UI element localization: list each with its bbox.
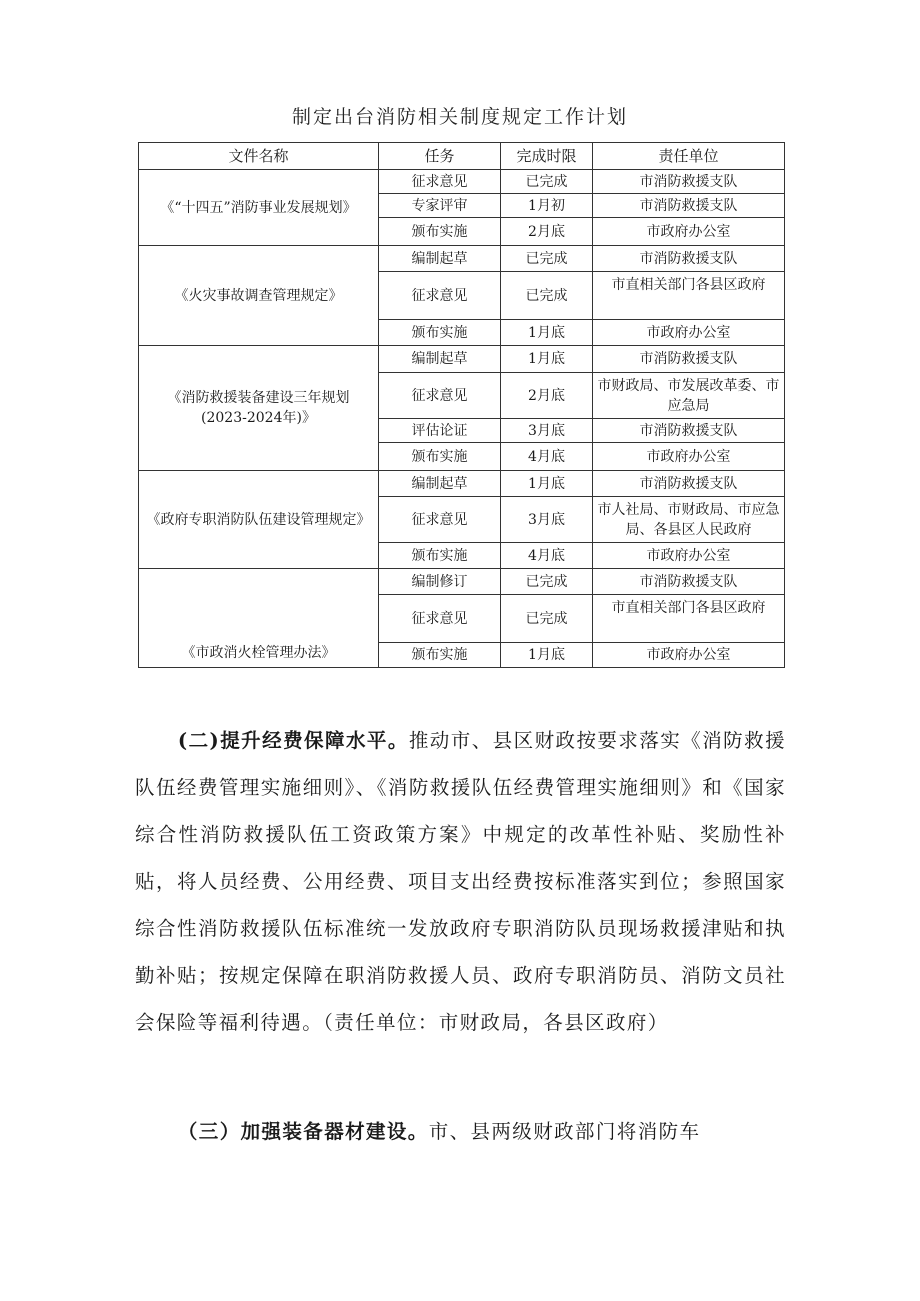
- unit-cell: 市消防救援支队: [593, 170, 785, 194]
- table-row: [139, 170, 785, 194]
- unit-cell: 市消防救援支队: [593, 419, 785, 443]
- unit-cell: 市政府办公室: [593, 320, 785, 346]
- task-cell: 征求意见: [379, 373, 501, 419]
- header-deadline: 完成时限: [501, 143, 593, 170]
- unit-cell: 市政府办公室: [593, 443, 785, 471]
- section-2-paragraph: [135, 717, 786, 1046]
- task-cell: 征求意见: [379, 497, 501, 543]
- section-3-paragraph: [135, 1108, 786, 1155]
- deadline-cell: 1月底: [501, 471, 593, 497]
- task-cell: 颁布实施: [379, 543, 501, 569]
- unit-cell: 市直相关部门各县区政府: [593, 272, 785, 320]
- deadline-cell: 3月底: [501, 419, 593, 443]
- deadline-cell: 2月底: [501, 373, 593, 419]
- task-cell: 评估论证: [379, 419, 501, 443]
- task-cell: 颁布实施: [379, 218, 501, 246]
- deadline-cell: 已完成: [501, 272, 593, 320]
- table-row: [139, 346, 785, 373]
- unit-cell: 市政府办公室: [593, 643, 785, 668]
- deadline-cell: 已完成: [501, 170, 593, 194]
- table-row: [139, 569, 785, 595]
- unit-cell: 市政府办公室: [593, 543, 785, 569]
- table-header-row: [139, 143, 785, 170]
- task-cell: 编制起草: [379, 471, 501, 497]
- task-cell: 颁布实施: [379, 443, 501, 471]
- document-name: 《火灾事故调查管理规定》: [139, 246, 379, 346]
- header-document: 文件名称: [139, 143, 379, 170]
- task-cell: 征求意见: [379, 272, 501, 320]
- task-cell: 专家评审: [379, 194, 501, 218]
- deadline-cell: 1月初: [501, 194, 593, 218]
- section-3-heading: （三）加强装备器材建设。: [177, 1120, 429, 1143]
- unit-cell: 市财政局、市发展改革委、市应急局: [593, 373, 785, 419]
- table-title: 制定出台消防相关制度规定工作计划: [291, 106, 628, 128]
- document-name: 《消防救援装备建设三年规划(2023-2024年)》: [139, 346, 379, 471]
- deadline-cell: 3月底: [501, 497, 593, 543]
- header-unit: 责任单位: [593, 143, 785, 170]
- section-2-heading: (二)提升经费保障水平。: [177, 729, 409, 752]
- task-cell: 颁布实施: [379, 643, 501, 668]
- deadline-cell: 4月底: [501, 443, 593, 471]
- table-row: [139, 246, 785, 272]
- document-name: 《“十四五”消防事业发展规划》: [139, 170, 379, 246]
- deadline-cell: 1月底: [501, 320, 593, 346]
- section-3-body: 市、县两级财政部门将消防车: [428, 1120, 701, 1143]
- task-cell: 编制起草: [379, 246, 501, 272]
- unit-cell: 市消防救援支队: [593, 346, 785, 373]
- section-2-body: 推动市、县区财政按要求落实《消防救援队伍经费管理实施细则》、《消防救援队伍经费管理实施细则》和《国家综合性消防救援队伍工资政策方案》中规定的改革性补贴、奖励性补贴，将人员经费、公用经费、项目支出经费按标准落实到位；参照国家综合性消防救援队伍标准统一发放政府专职消防队员现场救援津贴和执勤补贴；按规定保障在职消防救援人员、政府专职消防员、消防文员社会保险等福利待遇。（责任单位：市财政局，各县区政府）: [135, 729, 786, 1034]
- work-plan-table: [138, 142, 785, 668]
- deadline-cell: 已完成: [501, 246, 593, 272]
- unit-cell: 市人社局、市财政局、市应急局、各县区人民政府: [593, 497, 785, 543]
- deadline-cell: 2月底: [501, 218, 593, 246]
- deadline-cell: 1月底: [501, 346, 593, 373]
- task-cell: 征求意见: [379, 595, 501, 643]
- unit-cell: 市消防救援支队: [593, 194, 785, 218]
- unit-cell: 市政府办公室: [593, 218, 785, 246]
- task-cell: 编制修订: [379, 569, 501, 595]
- table-row: [139, 471, 785, 497]
- deadline-cell: 已完成: [501, 595, 593, 643]
- unit-cell: 市消防救援支队: [593, 569, 785, 595]
- deadline-cell: 已完成: [501, 569, 593, 595]
- unit-cell: 市消防救援支队: [593, 246, 785, 272]
- deadline-cell: 1月底: [501, 643, 593, 668]
- document-name: 《市政消火栓管理办法》: [139, 569, 379, 668]
- header-task: 任务: [379, 143, 501, 170]
- document-name: 《政府专职消防队伍建设管理规定》: [139, 471, 379, 569]
- task-cell: 编制起草: [379, 346, 501, 373]
- task-cell: 征求意见: [379, 170, 501, 194]
- task-cell: 颁布实施: [379, 320, 501, 346]
- unit-cell: 市直相关部门各县区政府: [593, 595, 785, 643]
- deadline-cell: 4月底: [501, 543, 593, 569]
- unit-cell: 市消防救援支队: [593, 471, 785, 497]
